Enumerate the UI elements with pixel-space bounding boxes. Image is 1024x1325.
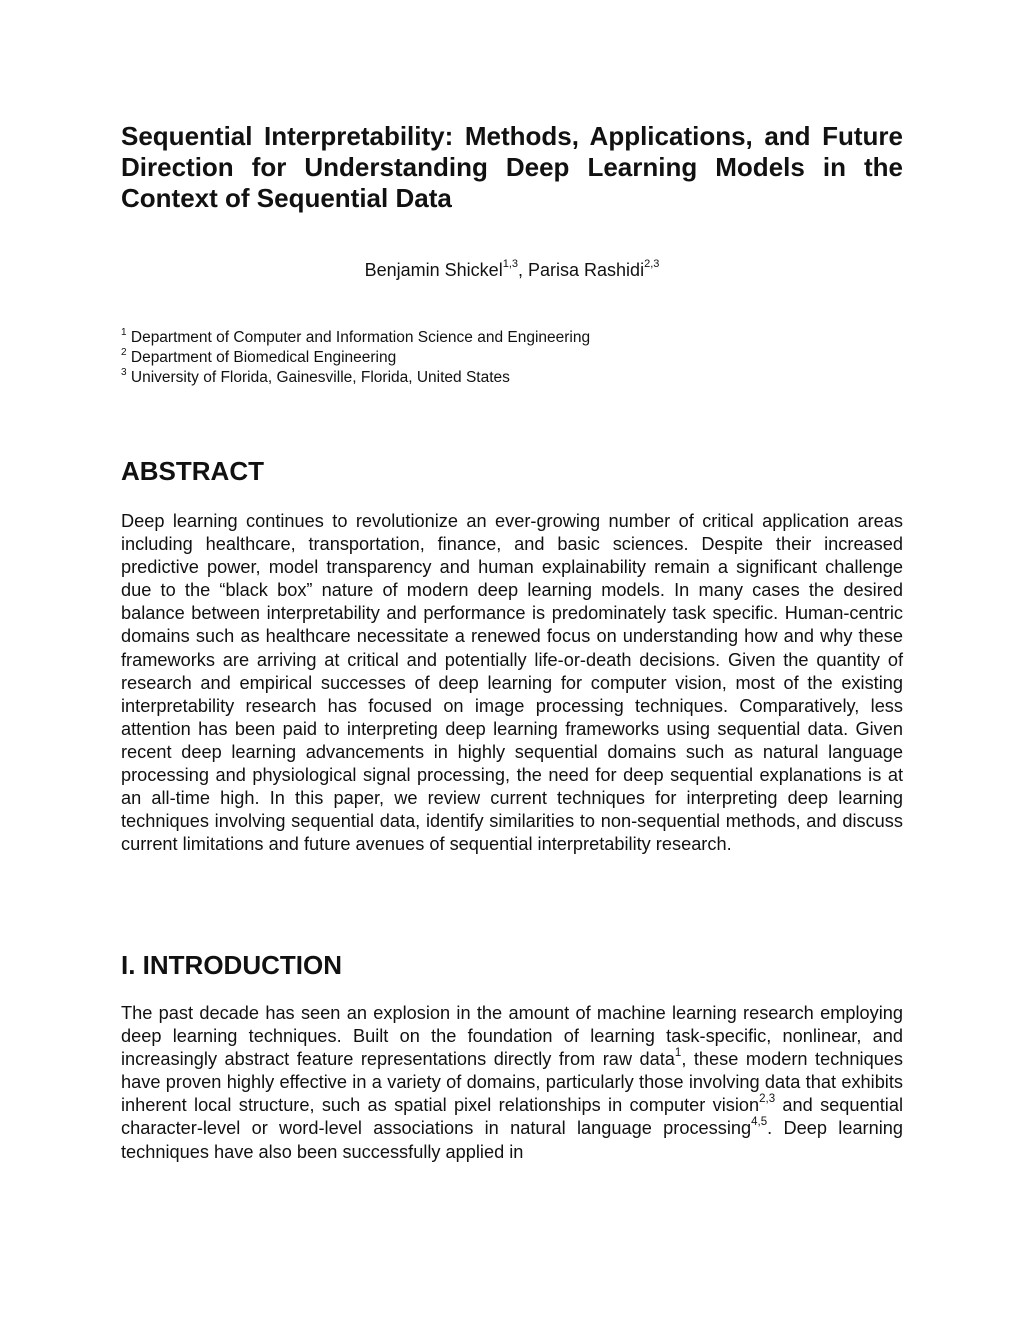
author-affiliation-marker: 1,3 (502, 258, 518, 270)
introduction-text-segment: The past decade has seen an explosion in the amount of machine learning research employing deep learning techniques. Built on the foundation of learning task-specific, nonlinear, and increasingly abstract feature representations directly from raw data (121, 1003, 903, 1070)
affiliation-text: University of Florida, Gainesville, Florida, United States (130, 369, 510, 386)
affiliation-number: 1 (121, 326, 127, 338)
citation-marker: 1 (674, 1047, 682, 1060)
affiliation-item (121, 368, 903, 388)
affiliation-list (121, 328, 903, 388)
author-affiliation-marker: 2,3 (644, 258, 660, 270)
citation-marker: 4,5 (751, 1116, 768, 1129)
affiliation-item (121, 328, 903, 348)
introduction-heading: I. INTRODUCTION (121, 950, 342, 980)
author-separator: , (518, 260, 529, 280)
abstract-paragraph: Deep learning continues to revolutionize an ever-growing number of critical application areas including healthcare, transportation, finance, and basic sciences. Despite their increased predictive power, model transparency and human explainability remain a significant challenge due to the “black box” nature of modern deep learning models. In many cases the desired balance between interpretability and performance is predominately task specific. Human-centric domains such as healthcare necessitate a renewed focus on understanding how and why these frameworks are arriving at critical and potentially life-or-death decisions. Given the quantity of research and empirical successes of deep learning for computer vision, most of the existing interpretability research has focused on image processing techniques. Comparatively, less attention has been paid to interpreting deep learning frameworks using sequential data. Given recent deep learning advancements in highly sequential domains such as natural language processing and physiological signal processing, the need for deep sequential explanations is at an all-time high. In this paper, we review current techniques for interpreting deep learning techniques involving sequential data, identify similarities to non-sequential methods, and discuss current limitations and future avenues of sequential interpretability research. (121, 511, 903, 855)
affiliation-number: 3 (121, 366, 127, 378)
paper-title: Sequential Interpretability: Methods, Applications, and Future Direction for Understanding Deep Learning Models in the Context of Sequential Data (121, 121, 903, 213)
affiliation-text: Department of Biomedical Engineering (130, 349, 397, 366)
introduction-text-segment: , these modern techniques have proven highly effective in a variety of domains, particularly those involving data that exhibits inherent local structure, such as spatial pixel relationships in computer vision (121, 1049, 904, 1116)
affiliation-number: 2 (121, 346, 127, 358)
author-line (121, 258, 903, 282)
affiliation-text: Department of Computer and Information Science and Engineering (130, 329, 591, 346)
introduction-text-segment: . Deep learning techniques have also been successfully applied in (121, 1118, 903, 1162)
introduction-paragraph (121, 1002, 903, 1164)
affiliation-item (121, 348, 903, 368)
author-name: Benjamin Shickel (364, 260, 503, 280)
author-name: Parisa Rashidi (528, 260, 645, 280)
abstract-heading: ABSTRACT (121, 456, 264, 486)
citation-marker: 2,3 (759, 1093, 776, 1106)
introduction-text-segment: and sequential character-level or word-level associations in natural language processing (121, 1095, 903, 1139)
